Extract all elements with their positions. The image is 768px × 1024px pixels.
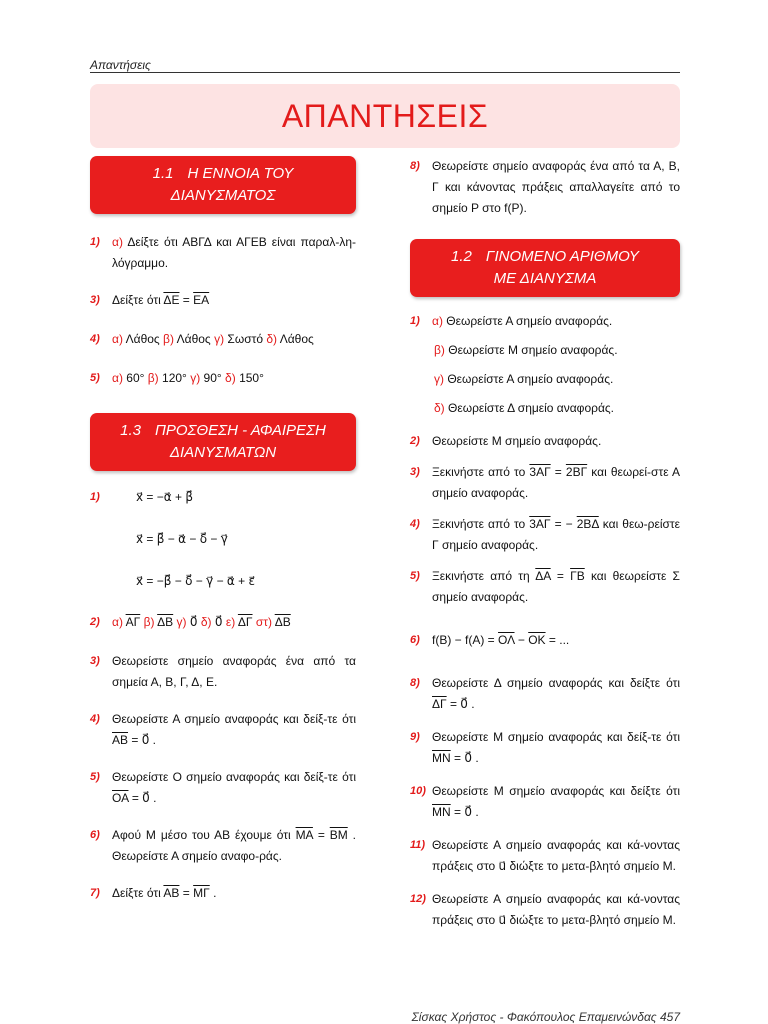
- vector-label: 2ΒΔ: [576, 517, 599, 531]
- answer-1-2-2: [410, 431, 680, 452]
- vector-label: $\overline{MA}$: [295, 828, 313, 842]
- sub-label: α): [432, 314, 443, 328]
- answer-1-3-6: [90, 825, 356, 867]
- sub-label: γ): [190, 371, 201, 385]
- sub-label: α): [112, 332, 123, 346]
- equals-sign: =: [554, 465, 562, 479]
- answer-text: = 0⃗ .: [449, 697, 475, 711]
- answer-text: 90°: [203, 371, 222, 385]
- vector-label: $\overline{\Gamma B}$: [570, 569, 585, 583]
- vector-label: $\overline{OA}$: [112, 791, 129, 805]
- equals-sign: =: [182, 886, 190, 900]
- sub-label: γ): [214, 332, 225, 346]
- section-number: 1.1: [152, 165, 174, 182]
- section-title-line1: ΓΙΝΟΜΕΝΟ ΑΡΙΘΜΟΥ: [485, 248, 639, 265]
- item-number: 5): [410, 570, 420, 582]
- page-footer: Σίσκας Χρήστος - Φακόπουλος Επαμεινώνδας 457: [411, 1010, 680, 1024]
- item-number: 4): [410, 518, 420, 530]
- answer-text: . Θεωρείστε Α σημείο αναφο-ράς.: [112, 828, 356, 863]
- answer-1-2-4: [410, 514, 680, 556]
- equation-line: x⃗ = −α⃗ + β⃗: [136, 490, 194, 504]
- item-number: 2): [90, 616, 100, 628]
- item-number: 10): [410, 785, 426, 797]
- answer-1-1-5: [90, 368, 356, 389]
- answer-text: Θεωρείστε Ο σημείο αναφοράς και δείξ-τε ότι: [112, 770, 356, 784]
- answer-text: Θεωρείστε Δ σημείο αναφοράς.: [448, 401, 615, 415]
- answer-text: 120°: [162, 371, 187, 385]
- vector-label: 0⃗: [189, 615, 198, 629]
- sub-label: στ): [255, 615, 273, 629]
- answer-text: = 0⃗ .: [131, 733, 157, 747]
- answer-1-3-2: [90, 612, 356, 633]
- answer-text: Ξεκινήστε από το: [432, 517, 526, 531]
- minus-sign: −: [517, 633, 525, 647]
- answer-text: Σωστό: [227, 332, 264, 346]
- answer-1-1-3: [90, 290, 356, 311]
- item-number: 12): [410, 893, 426, 905]
- answer-1-3-4: [90, 709, 356, 751]
- sub-label: δ): [200, 615, 212, 629]
- section-1-1-header: [90, 156, 356, 214]
- item-number: 5): [90, 771, 100, 783]
- answer-text: Θεωρείστε Μ σημείο αναφοράς και δείξ-τε ότι: [432, 730, 680, 744]
- sub-label: β): [163, 332, 174, 346]
- vector-label: $\overline{\Delta B}$: [274, 615, 291, 629]
- sub-label: δ): [266, 332, 278, 346]
- vector-label: 0⃗: [214, 615, 223, 629]
- item-number: 6): [90, 829, 100, 841]
- item-number: 6): [410, 634, 420, 646]
- item-number: 9): [410, 731, 420, 743]
- answer-1-3-1: [90, 487, 356, 592]
- vector-label: 2ΒΓ: [565, 465, 588, 479]
- answer-1-2-11: [410, 835, 680, 877]
- item-number: 3): [410, 466, 420, 478]
- item-number: 11): [410, 839, 426, 851]
- vector-label: $\overline{OK}$: [528, 633, 546, 647]
- equals-sign: =: [556, 569, 564, 583]
- sub-label: δ): [434, 401, 445, 415]
- answer-text: Ξεκινήστε από το: [432, 465, 526, 479]
- section-number: 1.2: [451, 248, 472, 265]
- vector-label: $\overline{A\Gamma}$: [125, 615, 141, 629]
- equals-sign: =: [182, 293, 190, 307]
- answer-1-2-10: [410, 781, 680, 823]
- answer-text: f(Β) − f(Α) =: [432, 633, 495, 647]
- answer-1-1-1: [90, 232, 356, 274]
- answer-text: 60°: [126, 371, 145, 385]
- answer-text: Θεωρείστε Μ σημείο αναφοράς και δείξτε ότι: [432, 784, 680, 798]
- vector-label: 3ΑΓ: [529, 517, 551, 531]
- answer-text: Θεωρείστε σημείο αναφοράς ένα από τα σημεία Α, Β, Γ, Δ, Ε.: [112, 654, 356, 689]
- vector-label: $\overline{\Delta\Gamma}$: [432, 697, 447, 711]
- answer-1-2-1: [410, 311, 680, 419]
- item-number: 3): [90, 294, 100, 306]
- section-title-line2: ΔΙΑΝΥΣΜΑΤΩΝ: [169, 444, 277, 461]
- answer-text: Θεωρείστε σημείο αναφοράς ένα από τα Α, Β, Γ και κάνοντας πράξεις απαλλαγείτε από το σημείο Ρ στο f(Ρ).: [432, 159, 680, 215]
- vector-label: $\overline{AB}$: [163, 886, 180, 900]
- vector-label: $\overline{BM}$: [329, 828, 348, 842]
- equals-sign: =: [317, 828, 325, 842]
- answer-text: Δείξτε ότι: [112, 886, 161, 900]
- answer-text: Λάθος: [176, 332, 211, 346]
- running-header: Απαντήσεις: [90, 58, 151, 72]
- answer-text: Ξεκινήστε από τη: [432, 569, 530, 583]
- answer-text: .: [213, 886, 217, 900]
- answer-1-2-9: [410, 727, 680, 769]
- answer-text: Θεωρείστε Α σημείο αναφοράς.: [447, 372, 614, 386]
- answer-1-2-6: [410, 630, 680, 651]
- vector-label: $\overline{\Delta\Gamma}$: [237, 615, 253, 629]
- section-1-2-header: [410, 239, 680, 297]
- vector-label: $\overline{\Delta E}$: [163, 293, 180, 307]
- answer-text: Θεωρείστε Α σημείο αναφοράς και κά-νοντας πράξεις στο u⃗ διώξτε το μετα-βλητό σημείο Μ.: [432, 838, 680, 873]
- item-number: 5): [90, 372, 100, 384]
- item-number: 8): [410, 677, 420, 689]
- vector-label: $\overline{MN}$: [432, 805, 451, 819]
- sub-label: α): [112, 371, 123, 385]
- sub-label: α): [112, 235, 123, 249]
- vector-label: $\overline{\Delta B}$: [157, 615, 174, 629]
- item-number: 8): [410, 160, 420, 172]
- header-rule: [90, 72, 680, 73]
- item-number: 1): [90, 491, 100, 503]
- answer-text: Θεωρείστε Μ σημείο αναφοράς.: [448, 343, 618, 357]
- answer-text: και θεω-ρείστε Γ σημείο αναφοράς.: [432, 517, 680, 552]
- item-number: 4): [90, 713, 100, 725]
- answer-1-2-5: [410, 566, 680, 608]
- answer-1-2-3: [410, 462, 680, 504]
- answer-1-1-4: [90, 329, 356, 350]
- equation-line: x⃗ = −β⃗ − δ⃗ − γ⃗ − α⃗ + ε⃗: [136, 574, 255, 588]
- main-title: ΑΠΑΝΤΗΣΕΙΣ: [281, 97, 489, 134]
- answer-1-2-8: [410, 673, 680, 715]
- answer-text: Αφού Μ μέσο του ΑΒ έχουμε ότι: [112, 828, 291, 842]
- answer-text: και θεωρεί-στε Α σημείο αναφοράς.: [432, 465, 680, 500]
- answer-text: Θεωρείστε Δ σημείο αναφοράς και δείξτε ότι: [432, 676, 680, 690]
- vector-label: $\overline{\Delta A}$: [535, 569, 551, 583]
- answer-text: Λάθος: [125, 332, 160, 346]
- answer-text: Θεωρείστε Μ σημείο αναφοράς.: [432, 434, 602, 448]
- answer-text: = 0⃗ .: [454, 751, 479, 765]
- section-title-line1: ΠΡΟΣΘΕΣΗ - ΑΦΑΙΡΕΣΗ: [154, 422, 326, 439]
- answer-text: = ...: [548, 633, 570, 647]
- answer-text: Θεωρείστε Α σημείο αναφοράς και δείξ-τε ότι: [112, 712, 356, 726]
- answer-1-3-7: [90, 883, 356, 904]
- vector-label: 3ΑΓ: [529, 465, 551, 479]
- section-title-line2: ΔΙΑΝΥΣΜΑΤΟΣ: [170, 187, 276, 204]
- vector-label: $\overline{MN}$: [432, 751, 451, 765]
- sub-label: β): [147, 371, 159, 385]
- sub-label: γ): [176, 615, 187, 629]
- answer-1-3-5: [90, 767, 356, 809]
- sub-label: δ): [225, 371, 236, 385]
- answer-text: Θεωρείστε Α σημείο αναφοράς και κά-νοντας πράξεις στο u⃗ διώξτε το μετα-βλητό σημείο Μ.: [432, 892, 680, 927]
- vector-label: $\overline{EA}$: [193, 293, 210, 307]
- equation-line: x⃗ = β⃗ − α⃗ − δ⃗ − γ⃗: [136, 532, 228, 546]
- item-number: 1): [410, 315, 420, 327]
- answer-text: Λάθος: [279, 332, 314, 346]
- item-number: 3): [90, 655, 100, 667]
- vector-label: $\overline{AB}$: [112, 733, 129, 747]
- item-number: 7): [90, 887, 100, 899]
- sub-label: γ): [434, 372, 444, 386]
- item-number: 4): [90, 333, 100, 345]
- section-title-line1: Η ΕΝΝΟΙΑ ΤΟΥ: [187, 165, 294, 182]
- section-1-3-header: [90, 413, 356, 471]
- answer-text: 150°: [239, 371, 264, 385]
- item-number: 2): [410, 435, 420, 447]
- section-number: 1.3: [120, 422, 141, 439]
- answer-1-3-3: [90, 651, 356, 693]
- equals-sign: = −: [554, 517, 573, 531]
- item-number: 1): [90, 236, 100, 248]
- answer-text: και θεωρείστε Σ σημείο αναφοράς.: [432, 569, 680, 604]
- left-column: [90, 156, 356, 904]
- answer-1-2-12: [410, 889, 680, 931]
- sub-label: ε): [225, 615, 236, 629]
- main-title-banner: [90, 84, 680, 148]
- answer-text: Θεωρείστε Α σημείο αναφοράς.: [446, 314, 613, 328]
- answer-1-1-8: [410, 156, 680, 219]
- sub-label: α): [112, 615, 123, 629]
- sub-label: β): [434, 343, 445, 357]
- answer-text: Δείξτε ότι: [112, 293, 161, 307]
- vector-label: $\overline{O\Lambda}$: [498, 633, 515, 647]
- vector-label: $\overline{M\Gamma}$: [193, 886, 210, 900]
- right-column: [410, 156, 680, 931]
- section-title-line2: ΜΕ ΔΙΑΝΥΣΜΑ: [493, 270, 597, 287]
- sub-label: β): [143, 615, 155, 629]
- answer-text: Δείξτε ότι ΑΒΓΔ και ΑΓΕΒ είναι παραλ-ληλόγραμμο.: [112, 235, 356, 270]
- answer-text: = 0⃗ .: [131, 791, 157, 805]
- answer-text: = 0⃗ .: [454, 805, 479, 819]
